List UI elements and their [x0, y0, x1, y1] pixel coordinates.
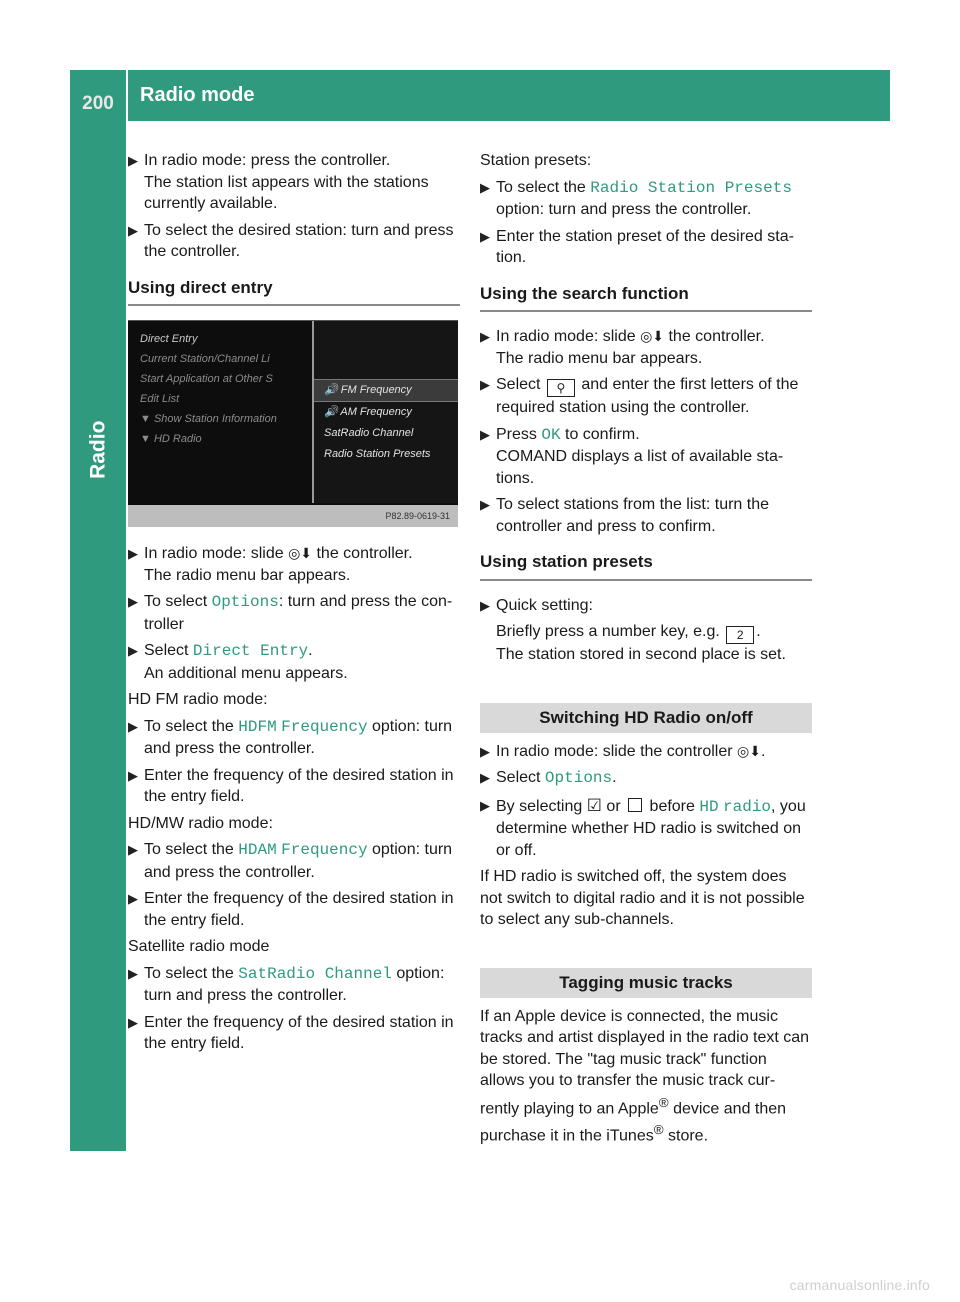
submenu-item: Radio Station Presets — [324, 448, 431, 460]
page-title: Radio mode — [140, 83, 255, 106]
ui-term: HDFM — [238, 717, 277, 736]
step-item: ▶ To select the Radio Station Presets option: turn and press the controller. — [480, 178, 792, 218]
arrow-icon: ▶ — [480, 179, 490, 195]
arrow-icon: ▶ — [480, 743, 490, 759]
arrow-icon: ▶ — [128, 1014, 138, 1030]
arrow-icon: ▶ — [128, 718, 138, 734]
arrow-icon: ▶ — [480, 770, 490, 785]
step-item: ▶ To select the SatRadio Channel option: turn and press the controller. — [128, 964, 445, 1004]
step-item: ▶ To select the HDFM Frequency option: turn and press the controller. — [128, 717, 453, 757]
ui-term: radio — [723, 797, 772, 816]
arrow-icon: ▶ — [480, 597, 490, 613]
paragraph: HD FM radio mode: — [128, 691, 268, 708]
controller-slide-down-icon: ◎⬇ — [288, 545, 313, 561]
step-item: ▶ To select Options: turn and press the con-troller — [128, 593, 453, 633]
watermark: carmanualsonline.info — [789, 1276, 930, 1293]
page-number: 200 — [82, 92, 114, 114]
checkbox-checked-icon: ☑ — [586, 795, 602, 815]
radio-menu-screenshot — [128, 320, 458, 527]
arrow-icon: ▶ — [480, 426, 490, 442]
menu-item: ▼ HD Radio — [140, 433, 202, 445]
side-tab-label: Radio — [86, 420, 110, 480]
paragraph: If an Apple device is connected, the music tracks and artist displayed in the radio text can be stored. The "tag music track" function allows you to transfer the music track cur-rently playing to an Apple® device and then purchase it in the iTunes® store. — [480, 1007, 810, 1145]
arrow-icon: ▶ — [128, 767, 138, 783]
step-text: In radio mode: press the controller. The station list appears with the stations currently available. — [144, 152, 429, 212]
arrow-icon: ▶ — [128, 891, 138, 906]
arrow-icon: ▶ — [128, 643, 138, 658]
ui-term: Frequency — [281, 841, 368, 859]
ui-term: OK — [541, 425, 561, 444]
ui-term: Frequency — [281, 717, 368, 736]
step-item: ▶ Select Options. — [480, 769, 617, 787]
number-key-icon: 2 — [726, 626, 754, 644]
step-text: To select the desired station: turn and press the controller. — [144, 221, 454, 260]
side-tab — [70, 121, 126, 1151]
step-item: ▶ Select ⚲ and enter the first letters of the required station using the controller. — [480, 376, 799, 416]
checkbox-unchecked-icon — [628, 798, 642, 812]
section-heading-direct-entry: Using direct entry — [128, 277, 460, 307]
submenu-item: SatRadio Channel — [324, 427, 414, 439]
arrow-icon: ▶ — [480, 329, 490, 344]
step-item: ▶ Select Direct Entry. An additional menu appears. — [128, 642, 348, 682]
section-heading-presets: Using station presets — [480, 551, 812, 581]
search-icon: ⚲ — [547, 379, 575, 397]
page-header — [70, 70, 890, 121]
arrow-icon: ▶ — [480, 497, 490, 512]
arrow-icon: ▶ — [128, 222, 138, 238]
image-code: P82.89-0619-31 — [128, 505, 458, 527]
arrow-icon: ▶ — [480, 377, 490, 392]
step-item: ▶ In radio mode: slide ◎⬇ the controller. The radio menu bar appears. — [128, 545, 413, 584]
submenu-item: 🔊 AM Frequency — [324, 406, 412, 418]
ui-term: HDAM — [238, 841, 277, 859]
menu-item: ▼ Show Station Information — [140, 413, 277, 425]
paragraph: Station presets: — [480, 152, 592, 169]
step-item: ▶ By selecting ☑ or before HD radio, you determine whether HD radio is switched on or off. — [480, 795, 806, 859]
step-item — [128, 150, 460, 215]
ui-term: HD — [699, 797, 719, 816]
step-item: ▶ Enter the frequency of the desired station in the entry field. — [128, 890, 454, 929]
submenu-item-selected: 🔊 FM Frequency — [314, 379, 458, 402]
ui-term: Options — [544, 769, 613, 787]
screenshot-right-menu — [312, 321, 458, 503]
step-item: ▶ Enter the frequency of the desired station in the entry field. — [128, 1013, 454, 1052]
paragraph: Satellite radio mode — [128, 938, 270, 955]
paragraph: If HD radio is switched off, the system does not switch to digital radio and it is not possible to select any sub-channels. — [480, 868, 805, 928]
step-item: ▶ In radio mode: slide ◎⬇ the controller. The radio menu bar appears. — [480, 328, 765, 367]
controller-slide-down-icon: ◎⬇ — [737, 742, 761, 759]
arrow-icon: ▶ — [480, 228, 490, 244]
menu-item: Edit List — [140, 393, 180, 405]
header-divider — [126, 70, 128, 121]
menu-item: Current Station/Channel Li — [140, 353, 270, 365]
arrow-icon: ▶ — [480, 797, 490, 813]
arrow-icon: ▶ — [128, 594, 138, 609]
step-item: ▶ In radio mode: slide the controller ◎⬇. — [480, 741, 812, 763]
step-item: ▶ Quick setting: Briefly press a number key, e.g. 2 . The station stored in second place is set. — [480, 596, 786, 663]
paragraph: HD/MW radio mode: — [128, 814, 273, 832]
section-heading-tagging: Tagging music tracks — [480, 968, 812, 998]
arrow-icon: ▶ — [128, 842, 138, 857]
arrow-icon: ▶ — [128, 153, 138, 168]
ui-term: Options — [211, 593, 279, 611]
registered-mark: ® — [653, 1122, 664, 1138]
section-heading-search: Using the search function — [480, 283, 812, 313]
arrow-icon: ▶ — [128, 546, 138, 561]
menu-item: Direct Entry — [140, 333, 198, 345]
controller-slide-down-icon: ◎⬇ — [640, 328, 665, 344]
ui-term: Radio Station Presets — [590, 178, 792, 197]
step-item: ▶ Enter the station preset of the desired sta-tion. — [480, 227, 794, 266]
step-item: ▶ Press OK to confirm. COMAND displays a list of available sta-tions. — [480, 425, 784, 487]
menu-item: Start Application at Other S — [140, 373, 273, 385]
side-tab-label-wrap — [70, 420, 126, 480]
arrow-icon: ▶ — [128, 965, 138, 981]
step-item: ▶ To select stations from the list: turn the controller and press to confirm. — [480, 496, 770, 535]
section-heading-hd-radio: Switching HD Radio on/off — [480, 703, 812, 733]
registered-mark: ® — [658, 1094, 669, 1110]
ui-term: Direct Entry — [192, 642, 309, 660]
step-item: ▶ Enter the frequency of the desired station in the entry field. — [128, 766, 454, 805]
step-item: ▶ To select the HDAM Frequency option: turn and press the controller. — [128, 841, 453, 881]
right-column — [480, 150, 812, 1152]
ui-term: SatRadio Channel — [238, 964, 392, 983]
screenshot-left-menu — [140, 329, 316, 503]
left-column — [128, 150, 460, 1060]
step-item — [128, 220, 460, 263]
